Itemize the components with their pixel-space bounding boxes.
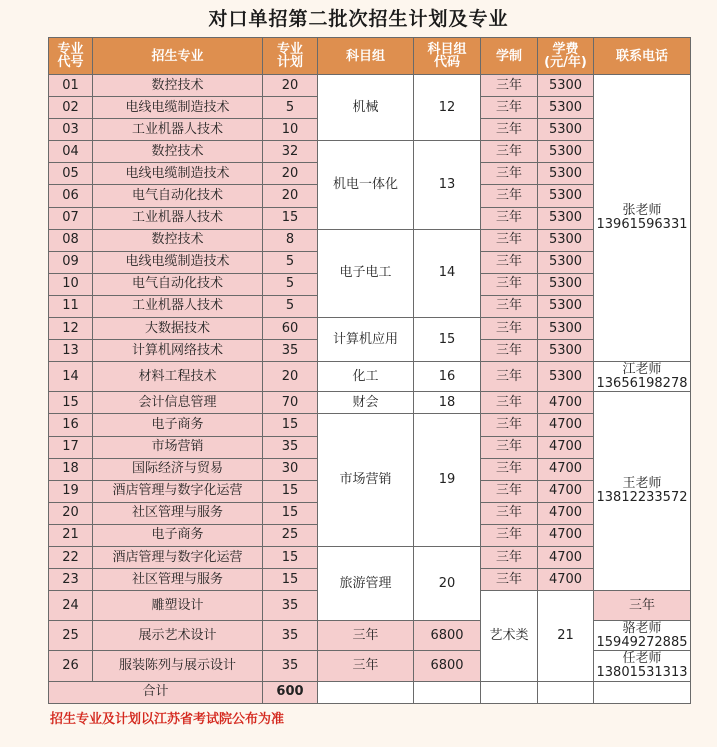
duration-cell: 三年 xyxy=(481,295,538,317)
major-code-cell: 19 xyxy=(49,480,93,502)
plan-count-cell: 35 xyxy=(263,591,318,621)
subject-group-code-cell: 14 xyxy=(414,229,481,317)
duration-cell: 三年 xyxy=(481,458,538,480)
plan-count-cell: 5 xyxy=(263,251,318,273)
major-name-cell: 展示艺术设计 xyxy=(93,621,263,651)
header-duration: 学制 xyxy=(481,38,538,75)
contact-cell xyxy=(594,75,691,362)
major-code-cell: 04 xyxy=(49,141,93,163)
contact-cell xyxy=(594,362,691,392)
plan-count-cell: 60 xyxy=(263,318,318,340)
duration-cell: 三年 xyxy=(481,163,538,185)
fee-cell: 5300 xyxy=(538,141,594,163)
major-code-cell: 01 xyxy=(49,75,93,97)
major-name-cell: 服装陈列与展示设计 xyxy=(93,651,263,681)
fee-cell: 4700 xyxy=(538,569,594,591)
fee-cell: 5300 xyxy=(538,163,594,185)
subject-group-code-cell: 21 xyxy=(538,591,594,681)
major-code-cell: 10 xyxy=(49,273,93,295)
contact-name: 骆老师 xyxy=(622,620,662,636)
plan-count-cell: 35 xyxy=(263,651,318,681)
fee-cell: 4700 xyxy=(538,524,594,546)
header-code: 专业 代号 xyxy=(49,38,93,75)
plan-count-cell: 5 xyxy=(263,97,318,119)
contact-phone: 13812233572 xyxy=(596,490,688,506)
major-name-cell: 社区管理与服务 xyxy=(93,502,263,524)
major-name-cell: 电线电缆制造技术 xyxy=(93,97,263,119)
header-plan: 专业 计划 xyxy=(263,38,318,75)
plan-count-cell: 15 xyxy=(263,414,318,436)
duration-cell: 三年 xyxy=(481,141,538,163)
enrollment-plan-table xyxy=(48,37,691,704)
subject-group-code-cell: 19 xyxy=(414,414,481,547)
duration-cell: 三年 xyxy=(481,119,538,141)
plan-count-cell: 32 xyxy=(263,141,318,163)
duration-cell: 三年 xyxy=(318,651,414,681)
major-code-cell: 15 xyxy=(49,392,93,414)
subject-group-cell: 旅游管理 xyxy=(318,547,414,621)
header-contact: 联系电话 xyxy=(594,38,691,75)
major-code-cell: 22 xyxy=(49,547,93,569)
contact-name: 张老师 xyxy=(622,203,662,219)
empty-cell xyxy=(318,681,414,703)
major-code-cell: 08 xyxy=(49,229,93,251)
major-name-cell: 雕塑设计 xyxy=(93,591,263,621)
major-code-cell: 03 xyxy=(49,119,93,141)
fee-cell: 5300 xyxy=(538,97,594,119)
major-code-cell: 05 xyxy=(49,163,93,185)
major-name-cell: 工业机器人技术 xyxy=(93,295,263,317)
subject-group-code-cell: 20 xyxy=(414,547,481,621)
fee-cell: 4700 xyxy=(538,436,594,458)
fee-cell: 4700 xyxy=(538,458,594,480)
plan-count-cell: 20 xyxy=(263,185,318,207)
duration-cell: 三年 xyxy=(481,547,538,569)
subject-group-cell: 市场营销 xyxy=(318,414,414,547)
footnote: 招生专业及计划以江苏省考试院公布为准 xyxy=(50,712,285,727)
table-row xyxy=(49,75,691,97)
duration-cell: 三年 xyxy=(481,229,538,251)
plan-count-cell: 15 xyxy=(263,480,318,502)
duration-cell: 三年 xyxy=(481,480,538,502)
major-code-cell: 20 xyxy=(49,502,93,524)
contact-cell xyxy=(594,621,691,651)
contact-phone: 13656198278 xyxy=(596,375,688,391)
major-name-cell: 电气自动化技术 xyxy=(93,273,263,295)
plan-count-cell: 5 xyxy=(263,295,318,317)
fee-cell: 6800 xyxy=(414,651,481,681)
duration-cell: 三年 xyxy=(481,414,538,436)
fee-cell: 5300 xyxy=(538,75,594,97)
duration-cell: 三年 xyxy=(481,569,538,591)
header-row xyxy=(49,38,691,75)
header-group-code: 科目组 代码 xyxy=(414,38,481,75)
major-code-cell: 25 xyxy=(49,621,93,651)
major-code-cell: 26 xyxy=(49,651,93,681)
major-name-cell: 数控技术 xyxy=(93,229,263,251)
fee-cell: 4700 xyxy=(538,414,594,436)
contact-phone: 15949272885 xyxy=(596,634,688,650)
total-row xyxy=(49,681,691,703)
fee-cell: 5300 xyxy=(538,273,594,295)
plan-count-cell: 70 xyxy=(263,392,318,414)
major-name-cell: 电子商务 xyxy=(93,414,263,436)
header-fee: 学费 (元/年) xyxy=(538,38,594,75)
major-code-cell: 02 xyxy=(49,97,93,119)
major-code-cell: 09 xyxy=(49,251,93,273)
table-row xyxy=(49,621,691,651)
page-title: 对口单招第二批次招生计划及专业 xyxy=(208,8,509,30)
total-value-cell: 600 xyxy=(263,681,318,703)
plan-count-cell: 20 xyxy=(263,163,318,185)
plan-count-cell: 5 xyxy=(263,273,318,295)
plan-count-cell: 25 xyxy=(263,524,318,546)
duration-cell: 三年 xyxy=(481,185,538,207)
plan-count-cell: 8 xyxy=(263,229,318,251)
major-name-cell: 材料工程技术 xyxy=(93,362,263,392)
total-label-cell: 合计 xyxy=(49,681,263,703)
major-name-cell: 酒店管理与数字化运营 xyxy=(93,547,263,569)
duration-cell: 三年 xyxy=(481,318,538,340)
subject-group-cell: 机电一体化 xyxy=(318,141,414,229)
duration-cell: 三年 xyxy=(481,524,538,546)
subject-group-code-cell: 12 xyxy=(414,75,481,141)
major-code-cell: 07 xyxy=(49,207,93,229)
major-code-cell: 23 xyxy=(49,569,93,591)
major-name-cell: 酒店管理与数字化运营 xyxy=(93,480,263,502)
major-code-cell: 12 xyxy=(49,318,93,340)
plan-count-cell: 35 xyxy=(263,621,318,651)
fee-cell: 6800 xyxy=(414,621,481,651)
contact-name: 王老师 xyxy=(622,476,662,492)
subject-group-code-cell: 16 xyxy=(414,362,481,392)
plan-count-cell: 15 xyxy=(263,207,318,229)
plan-count-cell: 35 xyxy=(263,436,318,458)
plan-count-cell: 20 xyxy=(263,75,318,97)
subject-group-cell: 机械 xyxy=(318,75,414,141)
fee-cell: 4700 xyxy=(538,502,594,524)
major-name-cell: 电线电缆制造技术 xyxy=(93,251,263,273)
subject-group-code-cell: 18 xyxy=(414,392,481,414)
fee-cell: 4700 xyxy=(538,547,594,569)
major-name-cell: 计算机网络技术 xyxy=(93,340,263,362)
fee-cell: 5300 xyxy=(538,229,594,251)
plan-count-cell: 30 xyxy=(263,458,318,480)
contact-cell xyxy=(594,392,691,591)
major-name-cell: 电气自动化技术 xyxy=(93,185,263,207)
duration-cell: 三年 xyxy=(481,97,538,119)
contact-phone: 13961596331 xyxy=(596,217,688,233)
major-name-cell: 数控技术 xyxy=(93,75,263,97)
major-name-cell: 工业机器人技术 xyxy=(93,119,263,141)
major-code-cell: 17 xyxy=(49,436,93,458)
fee-cell: 5300 xyxy=(538,295,594,317)
fee-cell: 5300 xyxy=(538,362,594,392)
major-name-cell: 数控技术 xyxy=(93,141,263,163)
subject-group-cell: 化工 xyxy=(318,362,414,392)
duration-cell: 三年 xyxy=(481,502,538,524)
plan-count-cell: 35 xyxy=(263,340,318,362)
duration-cell: 三年 xyxy=(481,392,538,414)
subject-group-cell: 艺术类 xyxy=(481,591,538,681)
header-group: 科目组 xyxy=(318,38,414,75)
fee-cell: 4700 xyxy=(538,392,594,414)
duration-cell: 三年 xyxy=(481,251,538,273)
major-name-cell: 大数据技术 xyxy=(93,318,263,340)
plan-count-cell: 10 xyxy=(263,119,318,141)
major-code-cell: 06 xyxy=(49,185,93,207)
fee-cell: 4700 xyxy=(538,480,594,502)
major-code-cell: 16 xyxy=(49,414,93,436)
fee-cell: 5300 xyxy=(538,318,594,340)
major-code-cell: 13 xyxy=(49,340,93,362)
plan-count-cell: 20 xyxy=(263,362,318,392)
duration-cell: 三年 xyxy=(481,340,538,362)
major-code-cell: 18 xyxy=(49,458,93,480)
duration-cell: 三年 xyxy=(481,207,538,229)
duration-cell: 三年 xyxy=(318,621,414,651)
major-code-cell: 24 xyxy=(49,591,93,621)
subject-group-code-cell: 15 xyxy=(414,318,481,362)
empty-cell xyxy=(538,681,594,703)
duration-cell: 三年 xyxy=(481,273,538,295)
major-name-cell: 会计信息管理 xyxy=(93,392,263,414)
duration-cell: 三年 xyxy=(594,591,691,621)
fee-cell: 5300 xyxy=(538,207,594,229)
contact-cell xyxy=(594,651,691,681)
contact-name: 江老师 xyxy=(622,361,662,377)
plan-count-cell: 15 xyxy=(263,547,318,569)
duration-cell: 三年 xyxy=(481,75,538,97)
duration-cell: 三年 xyxy=(481,362,538,392)
header-major: 招生专业 xyxy=(93,38,263,75)
fee-cell: 5300 xyxy=(538,119,594,141)
major-code-cell: 14 xyxy=(49,362,93,392)
fee-cell: 5300 xyxy=(538,185,594,207)
major-name-cell: 电子商务 xyxy=(93,524,263,546)
duration-cell: 三年 xyxy=(481,436,538,458)
subject-group-code-cell: 13 xyxy=(414,141,481,229)
plan-count-cell: 15 xyxy=(263,569,318,591)
subject-group-cell: 计算机应用 xyxy=(318,318,414,362)
empty-cell xyxy=(481,681,538,703)
fee-cell: 5300 xyxy=(538,340,594,362)
subject-group-cell: 电子电工 xyxy=(318,229,414,317)
major-name-cell: 国际经济与贸易 xyxy=(93,458,263,480)
major-code-cell: 11 xyxy=(49,295,93,317)
table-row xyxy=(49,392,691,414)
contact-name: 任老师 xyxy=(622,651,662,667)
table-row xyxy=(49,362,691,392)
major-name-cell: 电线电缆制造技术 xyxy=(93,163,263,185)
major-name-cell: 工业机器人技术 xyxy=(93,207,263,229)
major-name-cell: 市场营销 xyxy=(93,436,263,458)
major-code-cell: 21 xyxy=(49,524,93,546)
contact-phone: 13801531313 xyxy=(596,665,688,681)
fee-cell: 5300 xyxy=(538,251,594,273)
empty-cell xyxy=(594,681,691,703)
major-name-cell: 社区管理与服务 xyxy=(93,569,263,591)
empty-cell xyxy=(414,681,481,703)
subject-group-cell: 财会 xyxy=(318,392,414,414)
plan-count-cell: 15 xyxy=(263,502,318,524)
table-row xyxy=(49,651,691,681)
